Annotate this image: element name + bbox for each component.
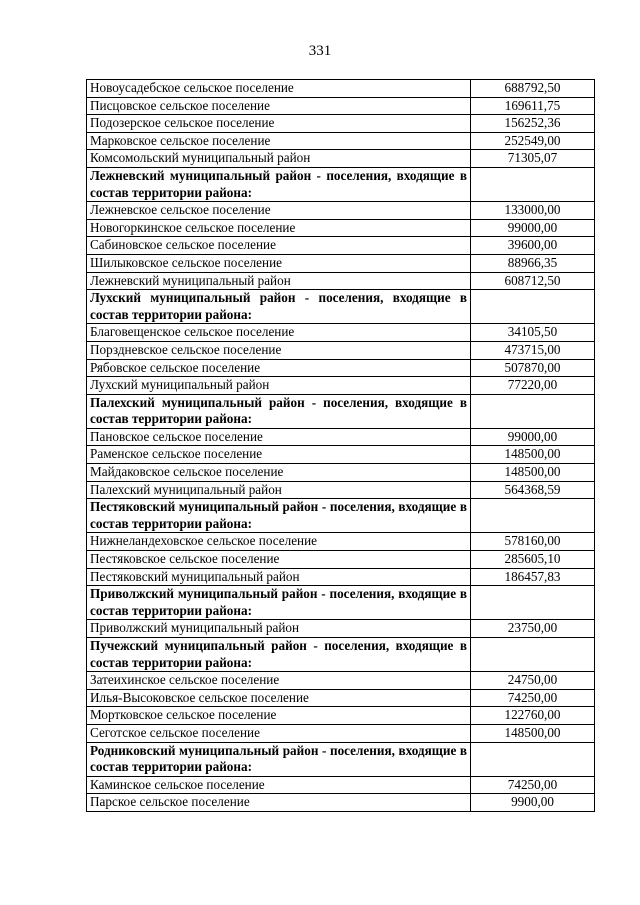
table-row	[87, 254, 595, 272]
budget-allocation-table	[86, 79, 595, 812]
district-header-cell: Пучежский муниципальный район - поселения, входящие в состав территории района:	[87, 638, 471, 672]
settlement-name-cell: Лежневский муниципальный район	[87, 272, 471, 290]
amount-cell: 122760,00	[471, 707, 595, 725]
table-row	[87, 533, 595, 551]
amount-cell: 688792,50	[471, 80, 595, 98]
district-header-cell: Лежневский муниципальный район - поселения, входящие в состав территории района:	[87, 167, 471, 201]
table-row	[87, 481, 595, 499]
district-header-row	[87, 638, 595, 672]
table-row	[87, 551, 595, 569]
table-row	[87, 272, 595, 290]
table-row	[87, 80, 595, 98]
amount-cell: 564368,59	[471, 481, 595, 499]
settlement-name-cell: Нижнеландеховское сельское поселение	[87, 533, 471, 551]
table-row	[87, 464, 595, 482]
amount-cell	[471, 638, 595, 672]
amount-cell	[471, 499, 595, 533]
settlement-name-cell: Сеготское сельское поселение	[87, 724, 471, 742]
table-row	[87, 115, 595, 133]
settlement-name-cell: Затеихинское сельское поселение	[87, 672, 471, 690]
table-row	[87, 428, 595, 446]
district-header-cell: Приволжский муниципальный район - поселения, входящие в состав территории района:	[87, 586, 471, 620]
district-header-row	[87, 394, 595, 428]
table-row	[87, 446, 595, 464]
district-header-cell: Лухский муниципальный район - поселения, входящие в состав территории района:	[87, 290, 471, 324]
settlement-name-cell: Порздневское сельское поселение	[87, 341, 471, 359]
district-header-cell: Родниковский муниципальный район - поселения, входящие в состав территории района:	[87, 742, 471, 776]
amount-cell: 71305,07	[471, 150, 595, 168]
amount-cell: 39600,00	[471, 237, 595, 255]
amount-cell: 77220,00	[471, 377, 595, 395]
amount-cell: 148500,00	[471, 724, 595, 742]
settlement-name-cell: Пестяковское сельское поселение	[87, 551, 471, 569]
amount-cell: 74250,00	[471, 689, 595, 707]
amount-cell	[471, 167, 595, 201]
table-row	[87, 132, 595, 150]
settlement-name-cell: Каминское сельское поселение	[87, 776, 471, 794]
table-row	[87, 672, 595, 690]
amount-cell: 578160,00	[471, 533, 595, 551]
settlement-name-cell: Лежневское сельское поселение	[87, 202, 471, 220]
amount-cell: 133000,00	[471, 202, 595, 220]
settlement-name-cell: Пановское сельское поселение	[87, 428, 471, 446]
table-row	[87, 202, 595, 220]
table-row	[87, 359, 595, 377]
table-row	[87, 776, 595, 794]
table-row	[87, 219, 595, 237]
table-row	[87, 568, 595, 586]
amount-cell: 99000,00	[471, 428, 595, 446]
amount-cell: 148500,00	[471, 446, 595, 464]
amount-cell: 507870,00	[471, 359, 595, 377]
district-header-row	[87, 290, 595, 324]
amount-cell: 24750,00	[471, 672, 595, 690]
amount-cell: 88966,35	[471, 254, 595, 272]
amount-cell: 186457,83	[471, 568, 595, 586]
amount-cell: 34105,50	[471, 324, 595, 342]
amount-cell: 169611,75	[471, 97, 595, 115]
settlement-name-cell: Комсомольский муниципальный район	[87, 150, 471, 168]
settlement-name-cell: Палехский муниципальный район	[87, 481, 471, 499]
table-row	[87, 620, 595, 638]
settlement-name-cell: Приволжский муниципальный район	[87, 620, 471, 638]
amount-cell: 74250,00	[471, 776, 595, 794]
amount-cell: 285605,10	[471, 551, 595, 569]
district-header-cell: Палехский муниципальный район - поселения, входящие в состав территории района:	[87, 394, 471, 428]
settlement-name-cell: Раменское сельское поселение	[87, 446, 471, 464]
settlement-name-cell: Рябовское сельское поселение	[87, 359, 471, 377]
table-row	[87, 237, 595, 255]
table-row	[87, 341, 595, 359]
settlement-name-cell: Сабиновское сельское поселение	[87, 237, 471, 255]
amount-cell: 252549,00	[471, 132, 595, 150]
amount-cell	[471, 394, 595, 428]
amount-cell: 99000,00	[471, 219, 595, 237]
amount-cell	[471, 586, 595, 620]
table-row	[87, 707, 595, 725]
settlement-name-cell: Марковское сельское поселение	[87, 132, 471, 150]
amount-cell: 148500,00	[471, 464, 595, 482]
settlement-name-cell: Новоусадебское сельское поселение	[87, 80, 471, 98]
settlement-name-cell: Новогоркинское сельское поселение	[87, 219, 471, 237]
settlement-name-cell: Майдаковское сельское поселение	[87, 464, 471, 482]
settlement-name-cell: Благовещенское сельское поселение	[87, 324, 471, 342]
table-row	[87, 97, 595, 115]
settlement-name-cell: Парское сельское поселение	[87, 794, 471, 812]
district-header-row	[87, 742, 595, 776]
settlement-name-cell: Подозерское сельское поселение	[87, 115, 471, 133]
table-row	[87, 794, 595, 812]
settlement-name-cell: Мортковское сельское поселение	[87, 707, 471, 725]
amount-cell	[471, 290, 595, 324]
table-row	[87, 724, 595, 742]
settlement-name-cell: Лухский муниципальный район	[87, 377, 471, 395]
table-body	[87, 80, 595, 812]
settlement-name-cell: Шилыковское сельское поселение	[87, 254, 471, 272]
table-row	[87, 377, 595, 395]
settlement-name-cell: Илья-Высоковское сельское поселение	[87, 689, 471, 707]
page-number: 331	[308, 43, 332, 59]
table-row	[87, 689, 595, 707]
table-row	[87, 150, 595, 168]
settlement-name-cell: Писцовское сельское поселение	[87, 97, 471, 115]
amount-cell: 156252,36	[471, 115, 595, 133]
settlement-name-cell: Пестяковский муниципальный район	[87, 568, 471, 586]
table-row	[87, 324, 595, 342]
amount-cell: 608712,50	[471, 272, 595, 290]
amount-cell: 9900,00	[471, 794, 595, 812]
district-header-row	[87, 167, 595, 201]
amount-cell: 473715,00	[471, 341, 595, 359]
amount-cell	[471, 742, 595, 776]
district-header-row	[87, 499, 595, 533]
district-header-cell: Пестяковский муниципальный район - поселения, входящие в состав территории района:	[87, 499, 471, 533]
amount-cell: 23750,00	[471, 620, 595, 638]
district-header-row	[87, 586, 595, 620]
